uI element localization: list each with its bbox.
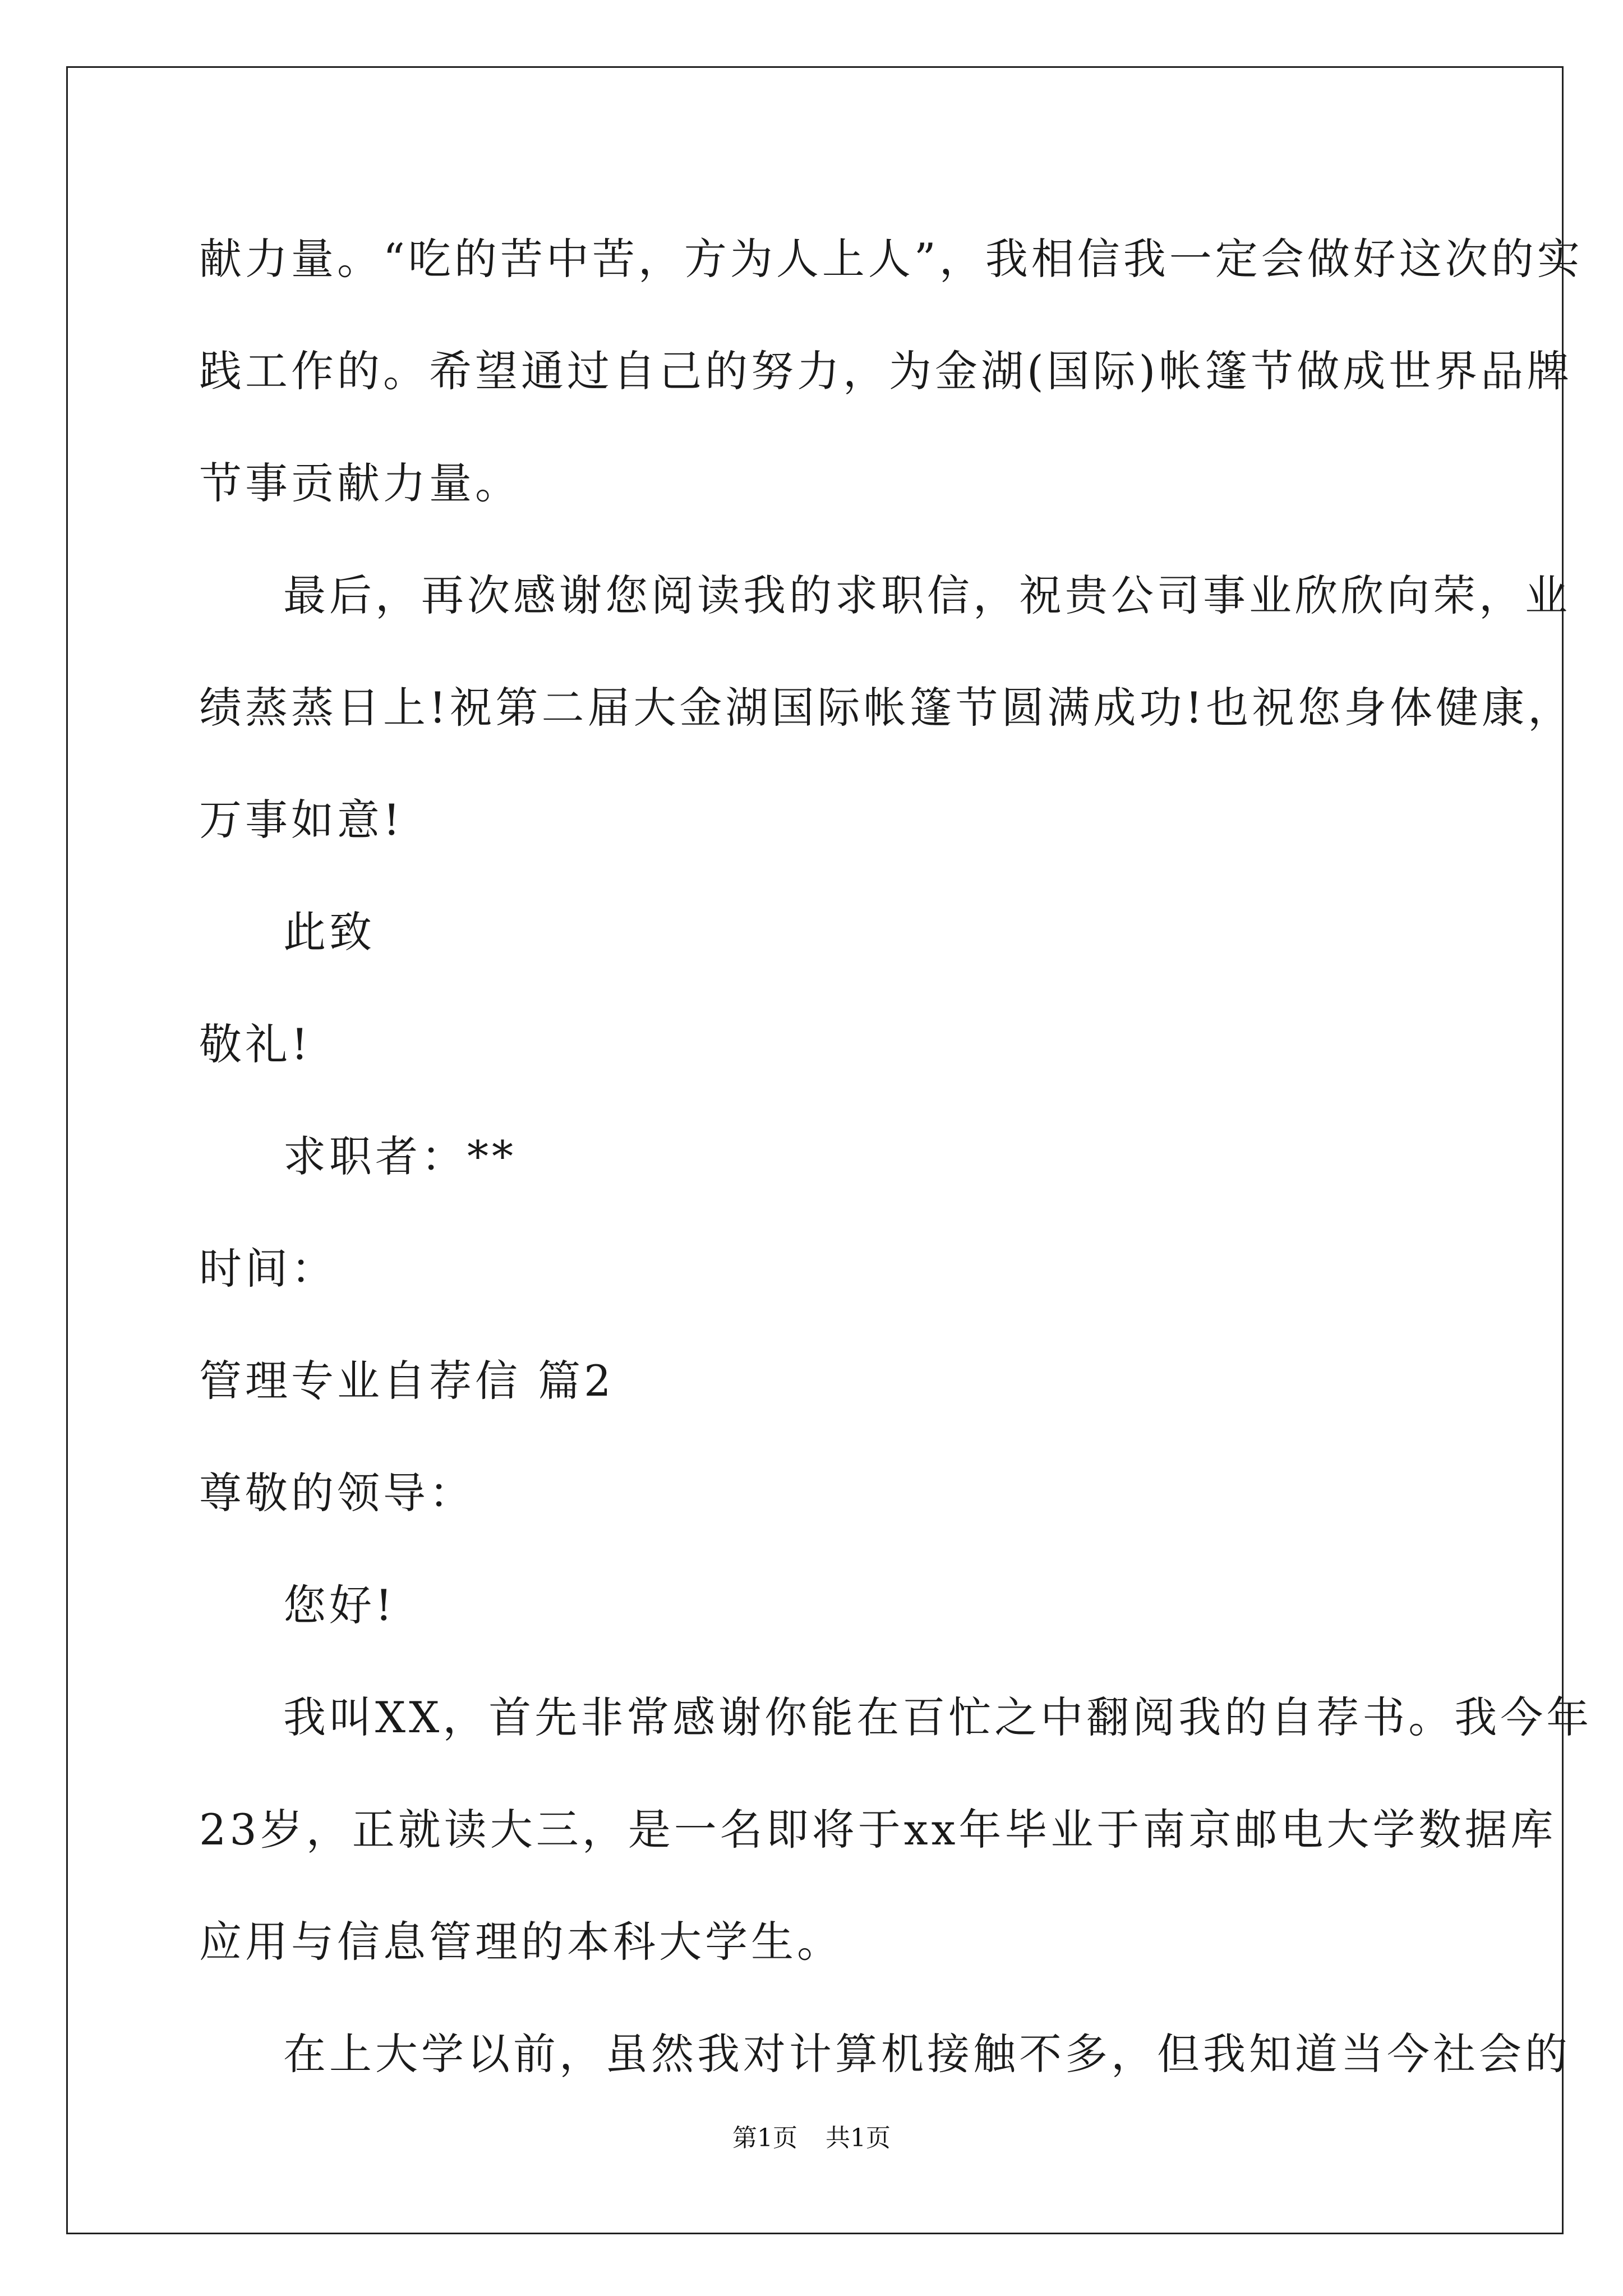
text-line: 应用与信息管理的本科大学生。 <box>199 1917 843 1967</box>
date-line: 时间： <box>199 1244 337 1294</box>
text-line: 在上大学以前，虽然我对计算机接触不多，但我知道当今社会的 <box>283 2029 1571 2079</box>
greeting: 尊敬的领导： <box>199 1468 475 1518</box>
closing-salutation: 此致 <box>283 907 375 957</box>
greeting-hello: 您好! <box>283 1580 396 1630</box>
text-line: 践工作的。希望通过自己的努力，为金湖(国际)帐篷节做成世界品牌 <box>199 346 1573 396</box>
section-heading: 管理专业自荐信 篇2 <box>199 1356 615 1406</box>
text-line: 我叫XX，首先非常感谢你能在百忙之中翻阅我的自荐书。我今年 <box>283 1692 1593 1742</box>
text-line: 节事贡献力量。 <box>199 458 521 508</box>
text-line: 万事如意! <box>199 795 404 845</box>
applicant-signature: 求职者：** <box>283 1131 517 1181</box>
page-total: 共1页 <box>826 2124 891 2152</box>
closing-regards: 敬礼! <box>199 1019 312 1069</box>
document-body <box>199 203 1593 2110</box>
page-footer <box>0 2122 1623 2155</box>
text-line: 23岁，正就读大三，是一名即将于xx年毕业于南京邮电大学数据库 <box>199 1805 1557 1855</box>
text-line: 献力量。“吃的苦中苦，方为人上人”，我相信我一定会做好这次的实 <box>199 234 1583 284</box>
page-number: 第1页 <box>732 2124 797 2152</box>
text-line: 最后，再次感谢您阅读我的求职信，祝贵公司事业欣欣向荣，业 <box>283 570 1571 620</box>
text-line: 绩蒸蒸日上!祝第二届大金湖国际帐篷节圆满成功!也祝您身体健康， <box>199 683 1574 733</box>
